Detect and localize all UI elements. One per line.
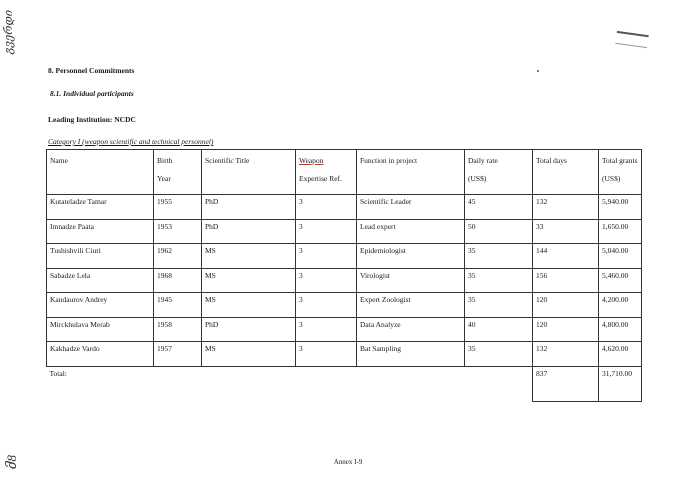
cell-grants: 1,650.00 [599,219,642,244]
cell-rate: 45 [465,195,533,220]
table-row [47,293,642,318]
margin-handwritten-initials: მ8 [4,455,19,470]
cell-name: Kandaurov Andrey [47,293,154,318]
header-name: Name [47,150,154,195]
cell-function: Expert Zoologist [357,293,465,318]
cell-function: Epidemiologist [357,244,465,269]
cell-name: Kakhadze Vardo [47,342,154,367]
header-birth-year: Birth Year [154,150,202,195]
subsection-heading: 8.1. Individual participants [50,89,134,98]
cell-days: 132 [533,195,599,220]
cell-ref: 3 [296,317,357,342]
corner-stamp-mark [615,31,648,48]
cell-days: 156 [533,268,599,293]
header-scientific-title: Scientific Title [202,150,296,195]
cell-title: PhD [202,195,296,220]
cell-name: Mirckhulava Merab [47,317,154,342]
cell-rate: 35 [465,244,533,269]
total-label: Total: [47,366,533,401]
table-row [47,342,642,367]
cell-days: 144 [533,244,599,269]
cell-name: Imnadze Paata [47,219,154,244]
cell-grants: 4,200.00 [599,293,642,318]
cell-function: Scientific Leader [357,195,465,220]
cell-birth: 1958 [154,317,202,342]
header-total-grants: Total grants (US$) [599,150,642,195]
cell-birth: 1962 [154,244,202,269]
total-grants: 31,710.00 [599,366,642,401]
cell-grants: 5,940.00 [599,195,642,220]
cell-ref: 3 [296,219,357,244]
personnel-table [46,149,642,402]
table-row [47,195,642,220]
header-weapon-expertise: Weapon Expertise Ref. [296,150,357,195]
margin-handwritten-note: გვერდი [3,10,15,54]
cell-rate: 35 [465,293,533,318]
cell-title: MS [202,244,296,269]
cell-days: 120 [533,317,599,342]
cell-rate: 50 [465,219,533,244]
cell-grants: 4,800.00 [599,317,642,342]
cell-function: Data Analyze [357,317,465,342]
cell-title: MS [202,342,296,367]
cell-ref: 3 [296,244,357,269]
header-total-days: Total days [533,150,599,195]
section-heading: 8. Personnel Commitments [48,66,135,75]
cell-title: MS [202,293,296,318]
cell-days: 33 [533,219,599,244]
cell-function: Bat Sampling [357,342,465,367]
speck-mark [537,70,539,72]
table-row [47,219,642,244]
cell-days: 120 [533,293,599,318]
category-heading: Category I (weapon scientific and technical personnel) [48,137,214,146]
cell-title: PhD [202,219,296,244]
cell-name: Kutateladze Tamar [47,195,154,220]
total-days: 837 [533,366,599,401]
cell-rate: 35 [465,342,533,367]
cell-rate: 35 [465,268,533,293]
cell-ref: 3 [296,293,357,318]
cell-title: MS [202,268,296,293]
cell-rate: 40 [465,317,533,342]
table-header-row [47,150,642,195]
cell-birth: 1955 [154,195,202,220]
cell-ref: 3 [296,268,357,293]
header-function: Function in project [357,150,465,195]
cell-name: Tushishvili Ciuri [47,244,154,269]
header-daily-rate: Daily rate (US$) [465,150,533,195]
cell-birth: 1957 [154,342,202,367]
cell-ref: 3 [296,342,357,367]
cell-name: Sabadze Lela [47,268,154,293]
page-footer: Annex I-9 [333,458,363,466]
cell-birth: 1953 [154,219,202,244]
cell-birth: 1945 [154,293,202,318]
cell-function: Lead expert [357,219,465,244]
cell-title: PhD [202,317,296,342]
table-row [47,268,642,293]
cell-grants: 4,620.00 [599,342,642,367]
cell-birth: 1968 [154,268,202,293]
cell-ref: 3 [296,195,357,220]
cell-days: 132 [533,342,599,367]
cell-grants: 5,040.00 [599,244,642,269]
cell-grants: 5,460.00 [599,268,642,293]
cell-function: Virologist [357,268,465,293]
leading-institution: Leading Institution: NCDC [48,115,136,124]
table-row [47,317,642,342]
total-row [47,366,642,401]
table-row [47,244,642,269]
